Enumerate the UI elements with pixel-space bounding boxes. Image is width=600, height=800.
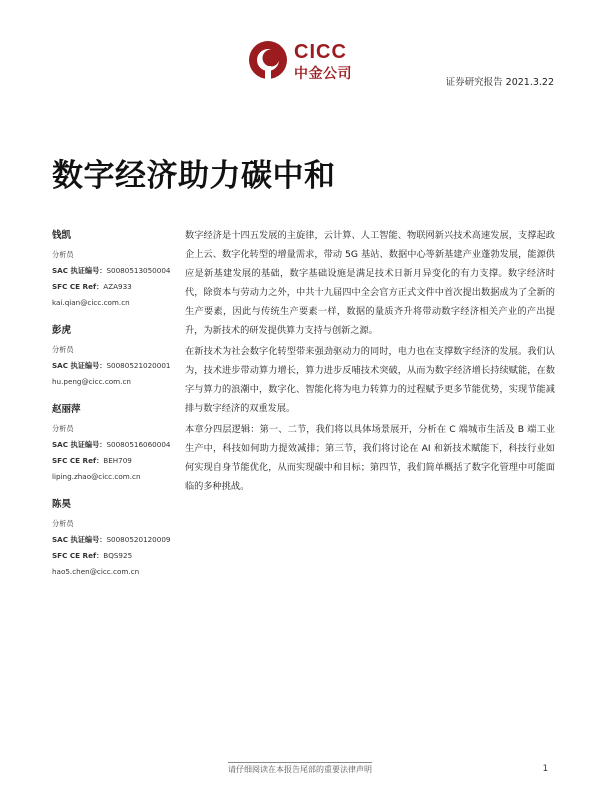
sac-label: SAC 执证编号： <box>52 266 107 275</box>
analyst-role: 分析员 <box>52 424 74 433</box>
sac-number: S0080513050004 <box>106 266 171 275</box>
analyst-sac <box>52 358 177 374</box>
report-title: 数字经济助力碳中和 <box>52 158 336 194</box>
analyst-card <box>52 496 177 580</box>
sac-number: S0080521020001 <box>106 361 171 370</box>
analyst-email[interactable]: hu.peng@cicc.com.cn <box>52 377 131 386</box>
sfc-ref: AZA933 <box>103 282 132 291</box>
analyst-email[interactable]: kai.qian@cicc.com.cn <box>52 298 130 307</box>
analyst-role: 分析员 <box>52 250 74 259</box>
analyst-name: 彭虎 <box>52 325 72 336</box>
analyst-name: 陈昊 <box>52 499 72 510</box>
report-summary <box>185 226 555 498</box>
analyst-card <box>52 322 177 390</box>
analyst-name: 赵丽萍 <box>52 404 81 415</box>
sac-number: S0080516060004 <box>106 440 171 449</box>
cicc-logo <box>248 40 358 84</box>
analyst-role: 分析员 <box>52 345 74 354</box>
sfc-ref: BEH709 <box>103 456 132 465</box>
report-type-date: 证券研究报告 2021.3.22 <box>445 77 554 88</box>
analyst-sfc <box>52 279 177 295</box>
legal-notice <box>0 764 600 775</box>
analyst-sac <box>52 532 177 548</box>
sfc-label: SFC CE Ref： <box>52 456 104 465</box>
summary-paragraph: 数字经济是十四五发展的主旋律，云计算、人工智能、物联网新兴技术高速发展，支撑起政企上云、数字化转型的增量需求，带动 5G 基站、数据中心等新基建产业蓬勃发展，能源供应是新基建发展的基础，数字基础设施是满足技术日新月异变化的有力支撑。数字经济时代，除资本与劳动力之外，中共十九届四中全会官方正式文件中首次提出数据成为了全新的生产要素，因此与传统生产要素一样，数据的量质齐升将带动数字经济相关产业的产出提升，为新技术的研发提供算力支持与创新之源。 <box>185 230 555 336</box>
analyst-list <box>52 227 177 591</box>
sac-label: SAC 执证编号： <box>52 361 107 370</box>
analyst-card <box>52 401 177 485</box>
analyst-sac <box>52 437 177 453</box>
brand-name-cn: 中金公司 <box>294 66 352 82</box>
summary-paragraph: 本章分四层逻辑：第一、二节，我们将以具体场景展开，分析在 C 端城市生活及 B 端工业生产中，科技如何助力提效减排；第三节，我们将讨论在 AI 和新技术赋能下，科技行业如何实现自身节能优化，从而实现碳中和目标；第四节，我们简单概括了数字化管理中可能面临的多种挑战。 <box>185 424 555 492</box>
cicc-logo-mark-icon <box>248 40 288 80</box>
page-number: 1 <box>542 764 548 774</box>
sac-label: SAC 执证编号： <box>52 535 107 544</box>
brand-name-en: CICC <box>294 41 347 63</box>
sfc-label: SFC CE Ref： <box>52 551 104 560</box>
analyst-email[interactable]: hao5.chen@cicc.com.cn <box>52 567 140 576</box>
sfc-ref: BQS925 <box>103 551 133 560</box>
analyst-name: 钱凯 <box>52 230 72 241</box>
legal-notice-text: 请仔细阅读在本报告尾部的重要法律声明 <box>228 762 372 774</box>
analyst-role: 分析员 <box>52 519 74 528</box>
sac-label: SAC 执证编号： <box>52 440 107 449</box>
analyst-sfc <box>52 453 177 469</box>
summary-paragraph: 在新技术为社会数字化转型带来强劲驱动力的同时，电力也在支撑数字经济的发展。我们认为，技术进步带动算力增长，算力进步反哺技术突破，从而为数字经济增长持续赋能，在数字与算力的浪潮中，数字化、智能化将为电力转算力的过程赋予更多节能优势，实现节能减排与数字经济的双重发展。 <box>185 346 555 414</box>
analyst-sac <box>52 263 177 279</box>
analyst-sfc <box>52 548 177 564</box>
analyst-email[interactable]: liping.zhao@cicc.com.cn <box>52 472 141 481</box>
sfc-label: SFC CE Ref： <box>52 282 104 291</box>
sac-number: S0080520120009 <box>106 535 171 544</box>
analyst-card <box>52 227 177 311</box>
